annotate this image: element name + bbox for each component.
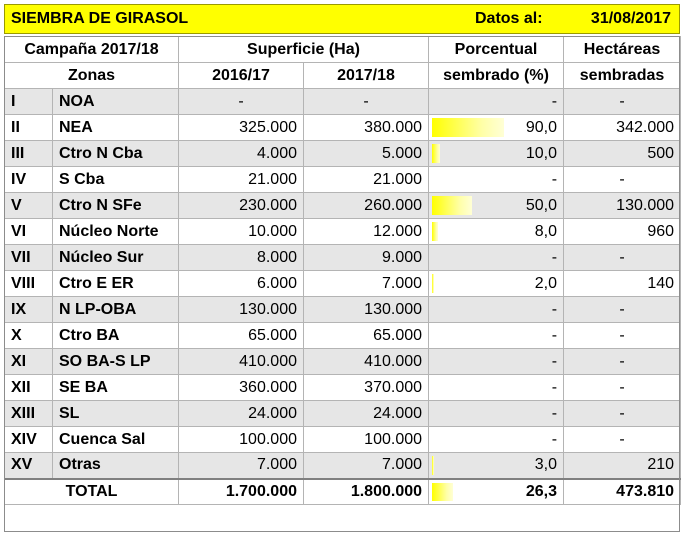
zone-number: IX — [5, 297, 53, 323]
percent-sown: 10,0 — [429, 141, 564, 167]
area-2017: 12.000 — [304, 219, 429, 245]
zonas-header: Zonas — [5, 63, 179, 89]
percent-sown: - — [429, 167, 564, 193]
percent-sown: - — [429, 401, 564, 427]
hectares-sown: 960 — [564, 219, 681, 245]
percent-sown: - — [429, 245, 564, 271]
percent-sown: - — [429, 323, 564, 349]
title-bar — [4, 4, 680, 34]
hectares-sown: - — [564, 375, 681, 401]
area-2016: 360.000 — [179, 375, 304, 401]
year-2017-header: 2017/18 — [304, 63, 429, 89]
date-label: Datos al: — [475, 10, 543, 27]
percent-databar — [432, 456, 434, 475]
percent-databar — [432, 274, 434, 293]
zone-name: Ctro BA — [53, 323, 179, 349]
area-2017: 260.000 — [304, 193, 429, 219]
zone-name: SL — [53, 401, 179, 427]
hectareas-header-line1: Hectáreas — [564, 37, 681, 63]
table-row — [5, 323, 681, 349]
porcentual-header-line1: Porcentual — [429, 37, 564, 63]
area-2016: - — [179, 89, 304, 115]
hectares-sown: - — [564, 167, 681, 193]
zone-number: IV — [5, 167, 53, 193]
area-2017: 21.000 — [304, 167, 429, 193]
area-2017: 7.000 — [304, 271, 429, 297]
area-2017: 9.000 — [304, 245, 429, 271]
spreadsheet — [4, 4, 680, 532]
zone-number: I — [5, 89, 53, 115]
hectares-sown: - — [564, 323, 681, 349]
percent-sown: 3,0 — [429, 453, 564, 479]
area-2017: - — [304, 89, 429, 115]
zone-number: VI — [5, 219, 53, 245]
area-2016: 325.000 — [179, 115, 304, 141]
table-row — [5, 219, 681, 245]
area-2016: 410.000 — [179, 349, 304, 375]
percent-sown: - — [429, 375, 564, 401]
hectares-sown: 140 — [564, 271, 681, 297]
area-2016: 4.000 — [179, 141, 304, 167]
area-2016: 8.000 — [179, 245, 304, 271]
sowing-table — [4, 36, 681, 505]
year-2016-header: 2016/17 — [179, 63, 304, 89]
area-2016: 6.000 — [179, 271, 304, 297]
area-2017: 380.000 — [304, 115, 429, 141]
total-label: TOTAL — [5, 479, 179, 505]
area-2017: 370.000 — [304, 375, 429, 401]
table-row — [5, 375, 681, 401]
zone-name: NOA — [53, 89, 179, 115]
total-row — [5, 479, 681, 505]
total-hectares-sown: 473.810 — [564, 479, 681, 505]
hectares-sown: - — [564, 89, 681, 115]
zone-number: VII — [5, 245, 53, 271]
percent-sown: - — [429, 349, 564, 375]
zone-number: II — [5, 115, 53, 141]
total-area-2016: 1.700.000 — [179, 479, 304, 505]
area-2016: 24.000 — [179, 401, 304, 427]
area-2016: 230.000 — [179, 193, 304, 219]
percent-databar — [432, 222, 438, 241]
area-2016: 100.000 — [179, 427, 304, 453]
table-row — [5, 115, 681, 141]
zone-name: N LP-OBA — [53, 297, 179, 323]
table-row — [5, 453, 681, 479]
hectares-sown: - — [564, 297, 681, 323]
zone-number: XV — [5, 453, 53, 479]
area-2017: 65.000 — [304, 323, 429, 349]
table-row — [5, 193, 681, 219]
zone-number: X — [5, 323, 53, 349]
table-row — [5, 89, 681, 115]
hectares-sown: - — [564, 427, 681, 453]
zone-number: XIII — [5, 401, 53, 427]
area-2016: 130.000 — [179, 297, 304, 323]
hectares-sown: 130.000 — [564, 193, 681, 219]
percent-databar — [432, 118, 504, 137]
percent-databar — [432, 144, 440, 163]
zone-name: NEA — [53, 115, 179, 141]
table-row — [5, 245, 681, 271]
area-2017: 100.000 — [304, 427, 429, 453]
date-value: 31/08/2017 — [590, 10, 671, 27]
zone-number: XII — [5, 375, 53, 401]
percent-sown: - — [429, 427, 564, 453]
zone-number: XI — [5, 349, 53, 375]
hectares-sown: 500 — [564, 141, 681, 167]
zone-name: Núcleo Sur — [53, 245, 179, 271]
area-2016: 21.000 — [179, 167, 304, 193]
zone-name: Núcleo Norte — [53, 219, 179, 245]
zone-number: XIV — [5, 427, 53, 453]
hectares-sown: - — [564, 349, 681, 375]
table-row — [5, 349, 681, 375]
zone-name: SE BA — [53, 375, 179, 401]
percent-databar — [432, 483, 453, 502]
table-row — [5, 297, 681, 323]
total-area-2017: 1.800.000 — [304, 479, 429, 505]
table-row — [5, 271, 681, 297]
zone-name: Otras — [53, 453, 179, 479]
sheet-title: SIEMBRA DE GIRASOL — [11, 10, 189, 27]
table-row — [5, 427, 681, 453]
zone-number: III — [5, 141, 53, 167]
area-2016: 65.000 — [179, 323, 304, 349]
percent-databar — [432, 196, 472, 215]
table-row — [5, 141, 681, 167]
zone-name: Ctro N Cba — [53, 141, 179, 167]
area-2016: 7.000 — [179, 453, 304, 479]
zone-name: SO BA-S LP — [53, 349, 179, 375]
porcentual-header-line2: sembrado (%) — [429, 63, 564, 89]
percent-sown: 8,0 — [429, 219, 564, 245]
hectares-sown: 342.000 — [564, 115, 681, 141]
hectares-sown: - — [564, 401, 681, 427]
hectareas-header-line2: sembradas — [564, 63, 681, 89]
percent-sown: 2,0 — [429, 271, 564, 297]
percent-sown: - — [429, 297, 564, 323]
total-percent-sown: 26,3 — [429, 479, 564, 505]
area-2017: 410.000 — [304, 349, 429, 375]
header-row-1 — [5, 37, 681, 63]
zone-name: S Cba — [53, 167, 179, 193]
area-2016: 10.000 — [179, 219, 304, 245]
percent-sown: - — [429, 89, 564, 115]
zone-number: V — [5, 193, 53, 219]
zone-name: Cuenca Sal — [53, 427, 179, 453]
percent-sown: 90,0 — [429, 115, 564, 141]
zone-number: VIII — [5, 271, 53, 297]
area-2017: 24.000 — [304, 401, 429, 427]
area-2017: 130.000 — [304, 297, 429, 323]
superficie-header: Superficie (Ha) — [179, 37, 429, 63]
zone-name: Ctro N SFe — [53, 193, 179, 219]
area-2017: 7.000 — [304, 453, 429, 479]
zone-name: Ctro E ER — [53, 271, 179, 297]
table-row — [5, 401, 681, 427]
percent-sown: 50,0 — [429, 193, 564, 219]
header-row-2 — [5, 63, 681, 89]
campaign-header: Campaña 2017/18 — [5, 37, 179, 63]
hectares-sown: 210 — [564, 453, 681, 479]
area-2017: 5.000 — [304, 141, 429, 167]
table-row — [5, 167, 681, 193]
hectares-sown: - — [564, 245, 681, 271]
